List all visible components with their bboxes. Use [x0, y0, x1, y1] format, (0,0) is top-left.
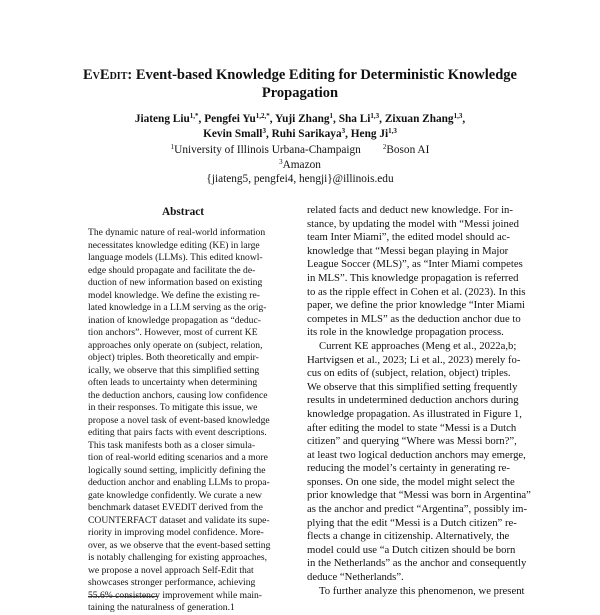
- affiliation-line-2: [40, 158, 560, 173]
- body-line: after editing the model to state “Messi is a Dutch: [307, 421, 517, 434]
- body-line: at least two logical deduction anchors may emerge,: [307, 448, 526, 461]
- author-sup: 1,3: [388, 127, 397, 135]
- author-sup: 1,3: [453, 112, 463, 120]
- body-line: deduce “Netherlands”.: [307, 571, 404, 584]
- author-emails: {jiateng5, pengfei4, hengji}@illinois.edu: [206, 173, 394, 185]
- author-name: Zixuan Zhang: [384, 113, 454, 125]
- body-line: as the anchor and predict “Argentina”, possibly im-: [307, 503, 528, 516]
- author-sep: ,: [462, 113, 466, 125]
- body-line: team Inter Miami”, the edited model should ac-: [307, 231, 510, 244]
- body-line: cus on edits of (subject, relation, object) triples.: [307, 367, 511, 380]
- abstract-line: tion of real-world editing scenarios and a more: [88, 452, 268, 463]
- abstract-line: lated knowledge in a LLM serving as the orig-: [88, 302, 267, 313]
- affiliation-line-1: [40, 143, 560, 158]
- body-line: competes in MLS” as the deduction anchor due to: [307, 312, 521, 325]
- abstract-line: over, as we observe that the event-based setting: [88, 539, 271, 551]
- abstract-line: tion anchors”. However, most of current KE: [88, 327, 258, 338]
- body-line: results in undetermined deduction anchors during: [307, 394, 519, 407]
- abstract-line: 55.6% consistency improvement while main-: [88, 589, 262, 601]
- body-line: We observe that this simplified setting frequently: [307, 380, 518, 393]
- author-name: Ruhi Sarikaya: [271, 128, 342, 140]
- body-line: To further analyze this phenomenon, we present: [319, 584, 525, 597]
- author-sup: 1,*: [189, 112, 199, 120]
- intro-column: [307, 204, 531, 598]
- abstract-body: [88, 227, 278, 615]
- abstract-line: This task manifests both as a closer simula-: [88, 439, 256, 451]
- body-line: related facts and deduct new knowledge. For in-: [307, 204, 513, 216]
- body-line: prior knowledge that “Messi was born in Argentina”: [307, 489, 531, 502]
- author-sep: ,: [265, 128, 272, 140]
- author-list: [40, 112, 560, 142]
- body-line: model could use “a Dutch citizen should be born: [307, 543, 516, 556]
- abstract-heading: Abstract: [161, 206, 205, 218]
- author-name: Kevin Small: [203, 128, 263, 140]
- body-line: its role in the knowledge propagation process.: [307, 326, 504, 339]
- abstract-line: is notably challenging for existing approaches,: [88, 552, 268, 563]
- author-name: Heng Ji: [350, 128, 389, 140]
- abstract-line: gate knowledge confidently. We curate a new: [88, 489, 262, 501]
- affiliation-boson: Boson AI: [386, 144, 430, 156]
- abstract-line: COUNTERFACT dataset and validate its supe-: [88, 514, 270, 526]
- abstract-line: ically, we observe that this simplified setting: [88, 364, 260, 376]
- author-name: Pengfei Yu: [204, 113, 256, 125]
- title-line-2: Propagation: [261, 85, 339, 101]
- authors-line-1: [40, 112, 560, 127]
- body-line: reducing the model’s certainty in generating re-: [307, 462, 510, 475]
- author-sup: 3: [262, 127, 266, 135]
- affiliations: [40, 143, 560, 187]
- body-line: Current KE approaches (Meng et al., 2022a,b;: [319, 339, 517, 352]
- abstract-line: ination of knowledge propagation as “deduc-: [88, 314, 261, 326]
- abstract-line: object) triples. Both theoretically and empir-: [88, 352, 259, 363]
- abstract-line: the deduction anchors, causing low confidence: [88, 389, 268, 401]
- authors-line-2: [40, 127, 560, 142]
- body-line: knowledge propagation. As illustrated in Figure 1,: [307, 407, 522, 420]
- body-line: in the Netherlands” as the anchor and consequently: [307, 557, 527, 570]
- author-sep: ,: [198, 113, 205, 125]
- paper-title: [40, 66, 560, 102]
- body-line: in MLS”. This knowledge propagation is referred: [307, 271, 519, 284]
- body-line: citizen” and querying “Where was Messi born?”,: [307, 435, 517, 448]
- author-sup: 1,3: [370, 112, 380, 120]
- body-line: Hartvigsen et al., 2023; Li et al., 2023) merely fo-: [307, 353, 521, 366]
- abstract-line: we propose a novel approach Self-Edit that: [88, 564, 254, 576]
- author-name: Jiateng Liu: [134, 113, 190, 125]
- footnote-rule: [88, 596, 158, 597]
- affiliation-sup: 1: [170, 143, 175, 151]
- abstract-line: duction of new information based on existing: [88, 277, 263, 288]
- author-sep: ,: [333, 113, 339, 125]
- body-line: to as the ripple effect in Cohen et al. (2023). In this: [307, 285, 526, 298]
- abstract-line: showcases stronger performance, achieving: [88, 577, 256, 588]
- body-line: League Soccer (MLS)”, as “Inter Miami competes: [307, 258, 523, 271]
- abstract-line: riority in improving model confidence. More-: [88, 527, 264, 538]
- author-sep: ,: [269, 113, 275, 125]
- author-name: Yuji Zhang: [275, 113, 330, 125]
- body-line: knowledge that “Messi began playing in Major: [307, 244, 509, 257]
- affiliation-sup: 2: [382, 143, 387, 151]
- body-line: stance, by updating the model with “Messi joined: [307, 217, 519, 230]
- author-sup: 1: [329, 112, 334, 120]
- affiliation-sup: 3: [279, 157, 283, 166]
- title-name: EvEdit: [83, 67, 128, 83]
- abstract-line: logically sound setting, implicitly defining the: [88, 464, 266, 476]
- abstract-line: language models (LLMs). This edited knowl-: [88, 252, 263, 263]
- abstract-line: propose a novel task of event-based knowledge: [88, 414, 270, 426]
- body-line: plying that the edit “Messi is a Dutch citizen” re-: [307, 516, 517, 529]
- body-line: paper, we define the prior knowledge “Inter Miami: [307, 299, 525, 312]
- abstract-line: approaches only operate on (subject, relation,: [88, 339, 263, 351]
- abstract-line: deduction anchor and enabling LLMs to propa-: [88, 477, 270, 488]
- affiliation-amazon: Amazon: [282, 158, 321, 171]
- abstract-line: necessitates knowledge editing (KE) in large: [88, 239, 260, 251]
- author-name: Sha Li: [338, 113, 371, 125]
- abstract-line: editing that pairs facts with event descriptions.: [88, 427, 267, 438]
- abstract-line: often leads to uncertainty when determining: [88, 377, 258, 388]
- abstract-line: taining the naturalness of generation.1: [88, 602, 235, 613]
- abstract-line: model knowledge. We define the existing re-: [88, 289, 260, 301]
- abstract-line: benchmark dataset EVEDIT derived from the: [88, 502, 263, 513]
- author-sep: ,: [345, 128, 351, 140]
- abstract-line: The dynamic nature of real-world information: [88, 227, 266, 238]
- affiliation-uiuc: University of Illinois Urbana-Champaign: [174, 144, 361, 156]
- body-line: sponses. On one side, the model might select the: [307, 475, 515, 488]
- abstract-line: in their responses. To mitigate this issue, we: [88, 402, 258, 413]
- author-sep: ,: [379, 113, 385, 125]
- author-sup: 1,2,*: [255, 112, 270, 120]
- title-rest: : Event-based Knowledge Editing for Deterministic Knowledge: [127, 67, 517, 83]
- author-sup: 3: [341, 127, 346, 135]
- body-line: flects a change in citizenship. Alternatively, the: [307, 530, 510, 543]
- abstract-line: edge should propagate and facilitate the de-: [88, 264, 256, 276]
